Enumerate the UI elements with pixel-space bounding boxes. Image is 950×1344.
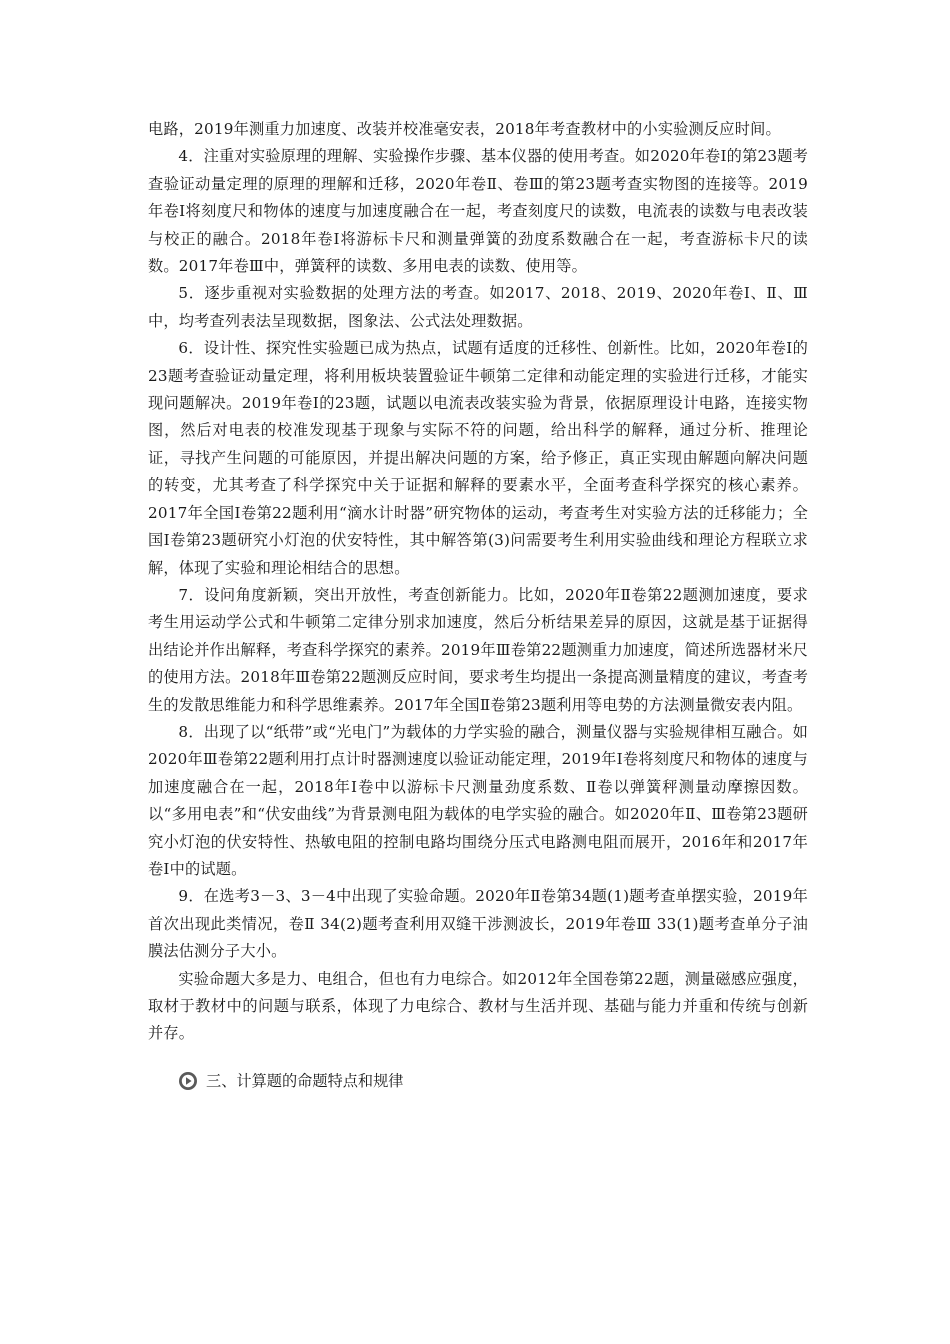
section-heading-text: 三、计算题的命题特点和规律 <box>206 1071 404 1090</box>
paragraph-item-4: 4．注重对实验原理的理解、实验操作步骤、基本仪器的使用考查。如2020年卷Ⅰ的第23题考查验证动量定理的原理的理解和迁移，2020年卷Ⅱ、卷Ⅲ的第23题考查实物图的连接等。2019年卷Ⅰ将刻度尺和物体的速度与加速度融合在一起，考查刻度尺的读数，电流表的读数与电表改装与校正的融合。2018年卷Ⅰ将游标卡尺和测量弹簧的劲度系数融合在一起，考查游标卡尺的读数。2017年卷Ⅲ中，弹簧秤的读数、多用电表的读数、使用等。 <box>148 147 808 276</box>
paragraph-continuation: 电路，2019年测重力加速度、改装并校准毫安表，2018年考查教材中的小实验测反应时间。 <box>148 120 781 138</box>
paragraph-item-6: 6．设计性、探究性实验题已成为热点，试题有适度的迁移性、创新性。比如，2020年卷Ⅰ的23题考查验证动量定理，将利用板块装置验证牛顿第二定律和动能定理的实验进行迁移，才能实现问题解决。2019年卷Ⅰ的23题，试题以电流表改装实验为背景，依据原理设计电路，连接实物图，然后对电表的校准发现基于现象与实际不符的问题，给出科学的解释，通过分析、推理论证，寻找产生问题的可能原因，并提出解决问题的方案，给予修正，真正实现由解题向解决问题的转变，尤其考查了科学探究中关于证据和解释的要素水平，全面考查科学探究的核心素养。2017年全国Ⅰ卷第22题利用“滴水计时器”研究物体的运动，考查考生对实验方法的迁移能力；全国Ⅰ卷第23题研究小灯泡的伏安特性，其中解答第(3)问需要考生利用实验曲线和理论方程联立求解，体现了实验和理论相结合的思想。 <box>148 339 808 577</box>
paragraph-item-7: 7．设问角度新颖，突出开放性，考查创新能力。比如，2020年Ⅱ卷第22题测加速度，要求考生用运动学公式和牛顿第二定律分别求加速度，然后分析结果差异的原因，这就是基于证据得出结论并作出解释，考查科学探究的素养。2019年Ⅲ卷第22题测重力加速度，简述所选器材米尺的使用方法。2018年Ⅲ卷第22题测反应时间，要求考生均提出一条提高测量精度的建议，考查考生的发散思维能力和科学思维素养。2017年全国Ⅱ卷第23题利用等电势的方法测量微安表内阻。 <box>148 585 808 714</box>
paragraph-item-8: 8．出现了以“纸带”或“光电门”为载体的力学实验的融合，测量仪器与实验规律相互融合。如2020年Ⅲ卷第22题利用打点计时器测速度以验证动能定理，2019年Ⅰ卷将刻度尺和物体的速度与加速度融合在一起，2018年Ⅰ卷中以游标卡尺测量劲度系数、Ⅱ卷以弹簧秤测量动摩擦因数。以“多用电表”和“伏安曲线”为背景测电阻为载体的电学实验的融合。如2020年Ⅱ、Ⅲ卷第23题研究小灯泡的伏安特性、热敏电阻的控制电路均围绕分压式电路测电阻而展开，2016年和2017年卷Ⅰ中的试题。 <box>148 722 808 878</box>
section-heading <box>148 1068 808 1095</box>
paragraph-summary: 实验命题大多是力、电组合，但也有力电综合。如2012年全国卷第22题，测量磁感应强度，取材于教材中的问题与联系，体现了力电综合、教材与生活并现、基础与能力并重和传统与创新并存。 <box>148 969 808 1043</box>
paragraph-item-9: 9．在选考3－3、3－4中出现了实验命题。2020年Ⅱ卷第34题(1)题考查单摆实验，2019年首次出现此类情况，卷Ⅱ 34(2)题考查利用双缝干涉测波长，2019年卷Ⅲ 33(1)题考查单分子油膜法估测分子大小。 <box>148 887 808 961</box>
paragraph-item-5: 5．逐步重视对实验数据的处理方法的考查。如2017、2018、2019、2020年卷Ⅰ、Ⅱ、Ⅲ中，均考查列表法呈现数据，图象法、公式法处理数据。 <box>148 284 808 330</box>
play-circle-icon <box>178 1071 198 1091</box>
